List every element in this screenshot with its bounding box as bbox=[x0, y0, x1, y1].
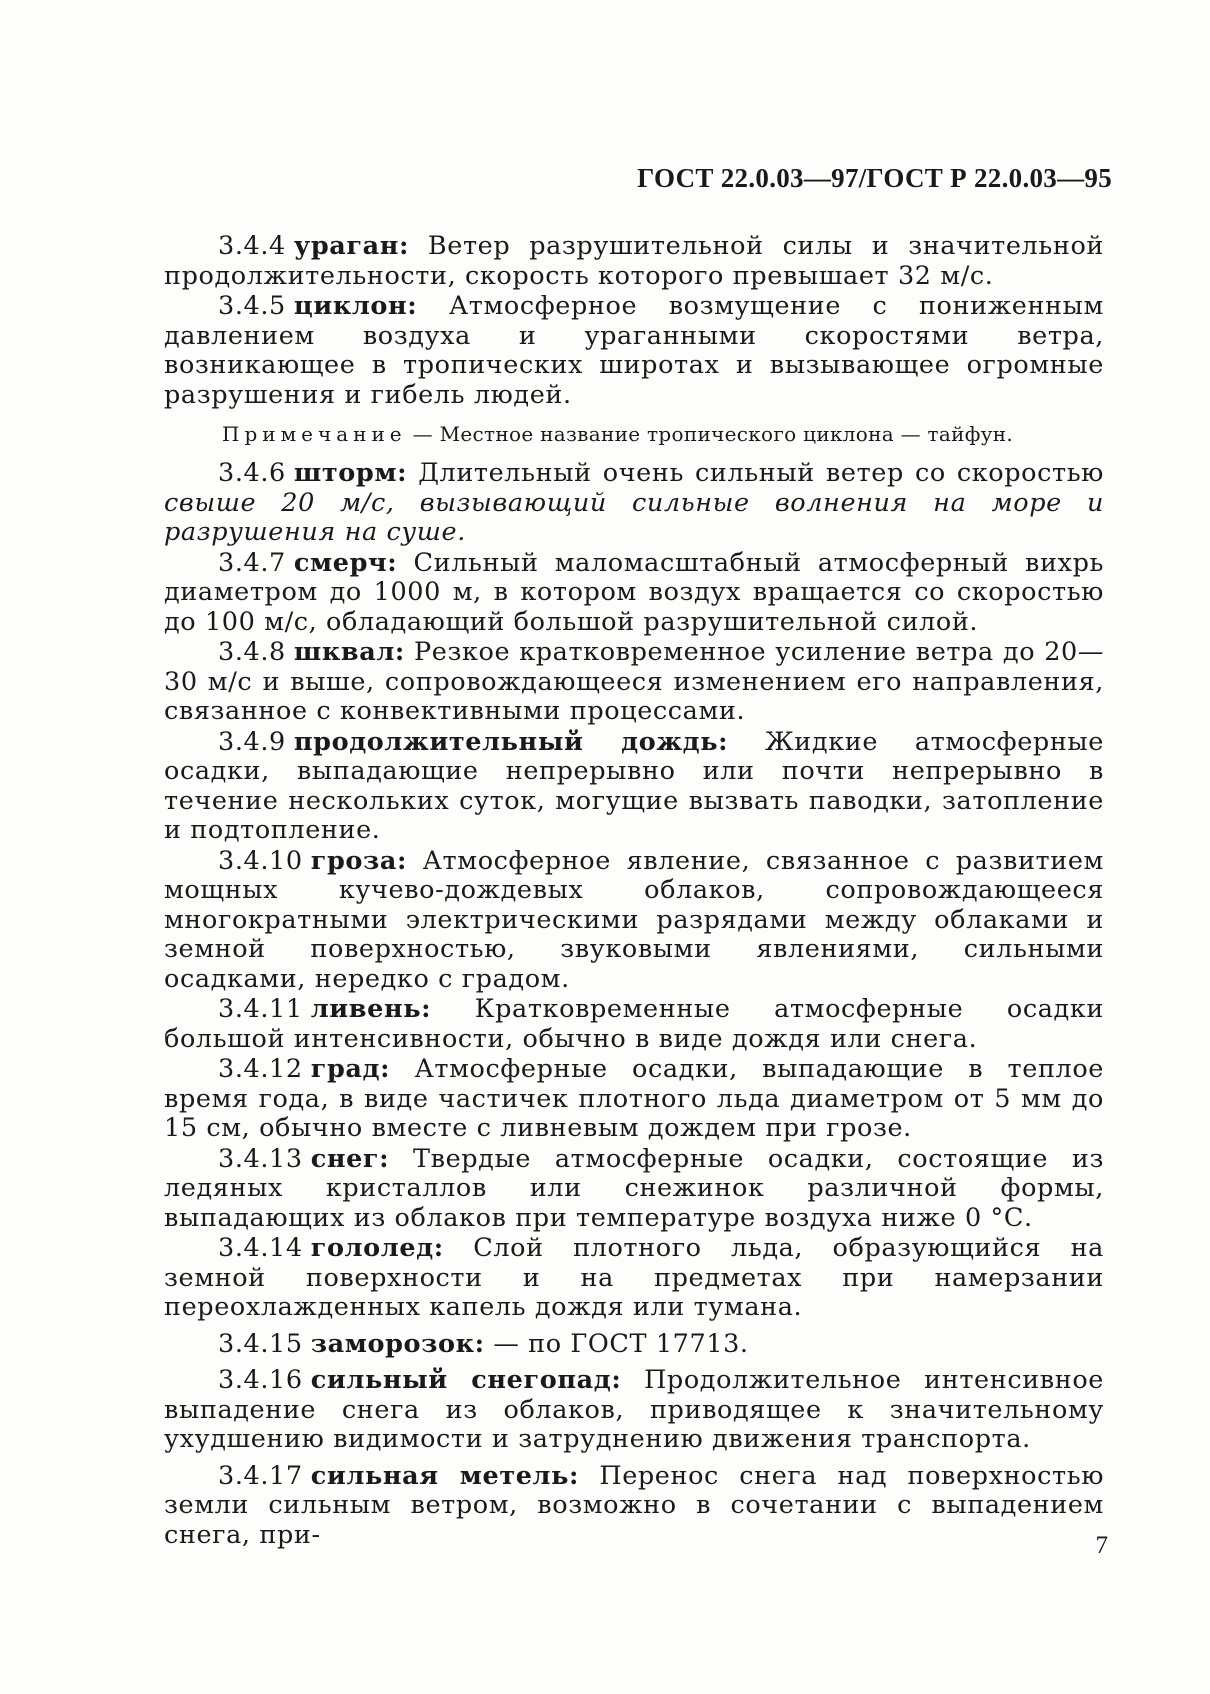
entry-number: 3.4.12 bbox=[218, 1054, 303, 1084]
entry-text: Слой плотного льда, образующийся на земной поверхности и на предметах при намерзании переохлажденных капель дождя или тумана. bbox=[164, 1233, 1104, 1322]
entry-term: сильная метель: bbox=[310, 1460, 580, 1491]
entry-3-4-12 bbox=[164, 1055, 1104, 1144]
entry-3-4-10 bbox=[164, 847, 1104, 995]
entry-text: — по ГОСТ 17713. bbox=[493, 1328, 749, 1359]
entry-text: Длительный очень сильный ветер со скоростью bbox=[418, 458, 1104, 488]
note-text: — Местное название тропического циклона — тайфун. bbox=[412, 422, 1014, 446]
entry-term: продолжительный дождь: bbox=[293, 726, 729, 757]
entry-number: 3.4.4 bbox=[218, 231, 286, 261]
entry-3-4-6 bbox=[164, 459, 1104, 548]
entry-number: 3.4.7 bbox=[218, 547, 286, 578]
note-label: Примечание bbox=[222, 422, 407, 446]
entry-3-4-14 bbox=[164, 1234, 1104, 1323]
entry-text: Твердые атмосферные осадки, состоящие из ледяных кристаллов или снежинок различной формы, выпадающих из облаков при температуре воздуха ниже 0 °С. bbox=[164, 1143, 1104, 1233]
entry-3-4-9 bbox=[164, 728, 1104, 846]
entry-text: Жидкие атмосферные осадки, выпадающие непрерывно или почти непрерывно в течение нескольких суток, могущие вызвать паводки, затопление и подтопление. bbox=[164, 726, 1104, 845]
entry-term: шквал: bbox=[293, 637, 405, 667]
entry-text: Атмосферное возмущение с пониженным давлением воздуха и ураганными скоростями ветра, возникающее в тропических широтах и вызывающее огромные разрушения и гибель людей. bbox=[164, 291, 1104, 410]
entry-text: Атмосферные осадки, выпадающие в теплое время года, в виде частичек плотного льда диаметром от 5 мм до 15 см, обычно вместе с ливневым дождем при грозе. bbox=[164, 1054, 1104, 1143]
entry-number: 3.4.14 bbox=[218, 1233, 303, 1263]
entry-text: Сильный маломасштабный атмосферный вихрь диаметром до 1000 м, в котором воздух вращается со скоростью до 100 м/с, обладающий большой разрушительной силой. bbox=[164, 547, 1104, 637]
entry-number: 3.4.13 bbox=[218, 1143, 303, 1174]
entry-term: смерч: bbox=[293, 547, 398, 578]
entry-number: 3.4.16 bbox=[218, 1365, 303, 1395]
entry-3-4-8 bbox=[164, 638, 1104, 727]
entry-text: Перенос снега над поверхностью земли сильным ветром, возможно в сочетании с выпадением снега, при- bbox=[164, 1460, 1104, 1550]
entry-text-italic: свыше 20 м/с, вызывающий сильные волнения на море и разрушения на суше. bbox=[164, 487, 1104, 547]
entry-number: 3.4.11 bbox=[218, 994, 303, 1024]
page-number: 7 bbox=[1095, 1532, 1108, 1559]
entry-text: Атмосферное явление, связанное с развитием мощных кучево-дождевых облаков, сопровождающееся многократными электрическими разрядами между облаками и земной поверхностью, звуковыми явлениями, сильными осадками, нередко с градом. bbox=[164, 845, 1104, 994]
entry-3-4-11 bbox=[164, 995, 1104, 1054]
note bbox=[164, 421, 1104, 447]
entry-number: 3.4.15 bbox=[218, 1328, 303, 1359]
entry-number: 3.4.5 bbox=[218, 291, 286, 321]
entry-term: сильный снегопад: bbox=[310, 1365, 622, 1395]
entry-text: Кратковременные атмосферные осадки большой интенсивности, обычно в виде дождя или снега. bbox=[164, 994, 1104, 1054]
entry-text: Продолжительное интенсивное выпадение снега из облаков, приводящее к значительному ухудшению видимости и затруднению движения транспорта. bbox=[164, 1365, 1105, 1454]
entry-number: 3.4.17 bbox=[218, 1460, 303, 1491]
entry-term: ураган: bbox=[293, 231, 409, 261]
entry-3-4-4 bbox=[164, 232, 1104, 291]
entry-term: заморозок: bbox=[310, 1328, 485, 1359]
entry-term: град: bbox=[310, 1054, 391, 1084]
entry-number: 3.4.9 bbox=[218, 726, 286, 757]
entry-term: шторм: bbox=[293, 458, 408, 488]
entry-number: 3.4.6 bbox=[218, 458, 286, 488]
entry-term: циклон: bbox=[293, 291, 418, 321]
entry-3-4-5 bbox=[164, 292, 1104, 410]
entry-number: 3.4.10 bbox=[218, 845, 303, 876]
document-body bbox=[164, 232, 1104, 1551]
document-header: ГОСТ 22.0.03—97/ГОСТ Р 22.0.03—95 bbox=[637, 163, 1112, 193]
entry-text: Ветер разрушительной силы и значительной продолжительности, скорость которого превышает 32 м/с. bbox=[164, 231, 1104, 291]
entry-3-4-7 bbox=[164, 549, 1104, 638]
entry-term: ливень: bbox=[310, 994, 432, 1024]
entry-3-4-16 bbox=[164, 1366, 1104, 1455]
entry-number: 3.4.8 bbox=[218, 637, 286, 667]
entry-term: гроза: bbox=[310, 845, 407, 876]
entry-3-4-15 bbox=[164, 1330, 1104, 1360]
entry-3-4-13 bbox=[164, 1145, 1104, 1234]
entry-term: гололед: bbox=[310, 1233, 444, 1263]
entry-text: Резкое кратковременное усиление ветра до 20—30 м/с и выше, сопровождающееся изменением его направления, связанное с конвективными процессами. bbox=[164, 637, 1104, 726]
entry-term: снег: bbox=[310, 1143, 390, 1174]
entry-3-4-17 bbox=[164, 1462, 1104, 1551]
